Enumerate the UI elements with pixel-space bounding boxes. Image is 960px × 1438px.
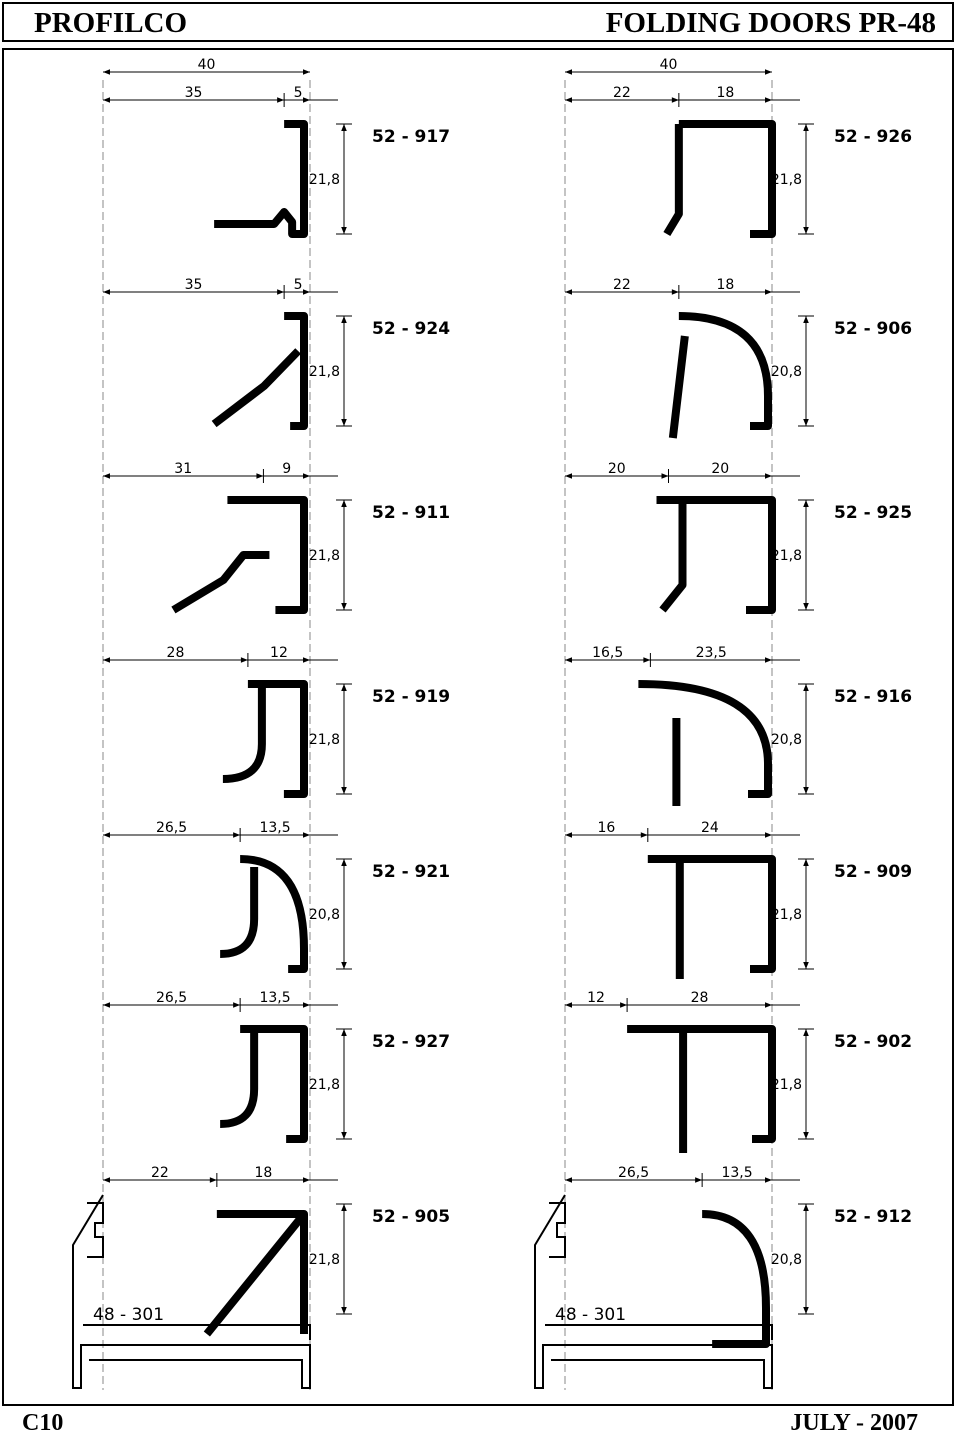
profile-section: [220, 859, 304, 969]
profile-section: [220, 1029, 304, 1139]
dimension-b: 5: [293, 85, 303, 101]
profile-cell-52-919: [103, 645, 450, 794]
dimension-b: 20: [711, 461, 730, 477]
profile-section: [214, 124, 304, 234]
height-value: 21,8: [308, 364, 340, 380]
dimension-b: 23,5: [695, 645, 727, 661]
dimension-b: 18: [716, 277, 735, 293]
sheet-title: FOLDING DOORS PR-48: [605, 7, 936, 39]
dimension-a: 22: [613, 85, 631, 101]
dimension-total: 40: [659, 57, 678, 73]
height-value: 21,8: [770, 907, 802, 923]
height-value: 21,8: [308, 1077, 340, 1093]
dimension-a: 28: [166, 645, 185, 661]
profile-code: 52 - 925: [834, 503, 913, 523]
dimension-b: 18: [716, 85, 735, 101]
profile-code: 52 - 905: [372, 1207, 451, 1227]
dimension-a: 35: [184, 85, 203, 101]
dimension-b: 24: [700, 820, 719, 836]
height-value: 20,8: [770, 364, 802, 380]
dimension-a: 26,5: [617, 1165, 650, 1181]
height-value: 21,8: [770, 548, 802, 564]
profile-cell-52-927: [103, 990, 450, 1139]
profile-section: [627, 1029, 772, 1153]
height-value: 21,8: [308, 172, 340, 188]
dimension-a: 22: [151, 1165, 169, 1181]
profile-section: [648, 859, 772, 979]
dimension-b: 18: [254, 1165, 273, 1181]
height-value: 21,8: [770, 172, 802, 188]
profile-section: [667, 124, 772, 234]
profile-code: 52 - 924: [372, 319, 451, 339]
profile-code: 52 - 916: [834, 687, 913, 707]
profile-cell-52-911: [103, 461, 450, 610]
height-value: 21,8: [308, 732, 340, 748]
profile-code: 52 - 927: [372, 1032, 451, 1052]
profile-cell-52-917: [103, 57, 450, 234]
base-profile-48-301-0: [73, 1195, 310, 1388]
height-value: 21,8: [308, 548, 340, 564]
profile-cell-52-916: [565, 645, 912, 806]
base-profile-code: 48 - 301: [93, 1305, 165, 1325]
profile-cell-52-926: [565, 57, 912, 234]
dimension-b: 5: [293, 277, 303, 293]
dimension-a: 35: [184, 277, 203, 293]
dimension-a: 26,5: [155, 990, 188, 1006]
height-value: 21,8: [770, 1077, 802, 1093]
profile-cell-52-902: [565, 990, 912, 1153]
base-profile-outline: [73, 1195, 310, 1388]
profile-code: 52 - 909: [834, 862, 913, 882]
profile-cell-52-909: [565, 820, 912, 979]
profile-code: 52 - 917: [372, 127, 451, 147]
profile-section: [223, 684, 304, 794]
profile-cell-52-921: [103, 820, 450, 969]
base-profile-slot: [87, 1203, 103, 1257]
profile-cell-52-925: [565, 461, 912, 610]
height-value: 21,8: [308, 1252, 340, 1268]
dimension-b: 13,5: [259, 990, 291, 1006]
profile-code: 52 - 911: [372, 503, 451, 523]
dimension-a: 16: [597, 820, 616, 836]
height-value: 20,8: [770, 1252, 802, 1268]
profile-section: [657, 500, 773, 610]
profile-section: [207, 1214, 304, 1334]
height-value: 20,8: [770, 732, 802, 748]
profile-code: 52 - 912: [834, 1207, 913, 1227]
dimension-a: 20: [607, 461, 626, 477]
dimension-a: 16,5: [592, 645, 624, 661]
dimension-a: 26,5: [155, 820, 188, 836]
page-date: JULY - 2007: [790, 1410, 918, 1436]
profile-code: 52 - 921: [372, 862, 451, 882]
profile-code: 52 - 926: [834, 127, 913, 147]
profile-cell-52-906: [565, 277, 912, 438]
dimension-b: 9: [282, 461, 292, 477]
base-profile-slot: [549, 1203, 565, 1257]
brand-name: PROFILCO: [34, 7, 188, 39]
profile-cell-52-924: [103, 277, 450, 426]
height-value: 20,8: [308, 907, 340, 923]
dimension-b: 12: [270, 645, 288, 661]
dimension-a: 31: [174, 461, 193, 477]
profile-code: 52 - 919: [372, 687, 451, 707]
profile-section: [173, 500, 304, 610]
dimension-a: 12: [587, 990, 605, 1006]
profile-code: 52 - 906: [834, 319, 913, 339]
base-profile-code: 48 - 301: [555, 1305, 627, 1325]
dimension-total: 40: [197, 57, 216, 73]
dimension-a: 22: [613, 277, 631, 293]
dimension-b: 28: [690, 990, 709, 1006]
dimension-b: 13,5: [721, 1165, 753, 1181]
profile-code: 52 - 902: [834, 1032, 913, 1052]
profile-section: [638, 684, 768, 806]
page-code: C10: [22, 1410, 64, 1436]
profile-section: [214, 316, 304, 426]
profile-section: [673, 316, 768, 438]
dimension-b: 13,5: [259, 820, 291, 836]
